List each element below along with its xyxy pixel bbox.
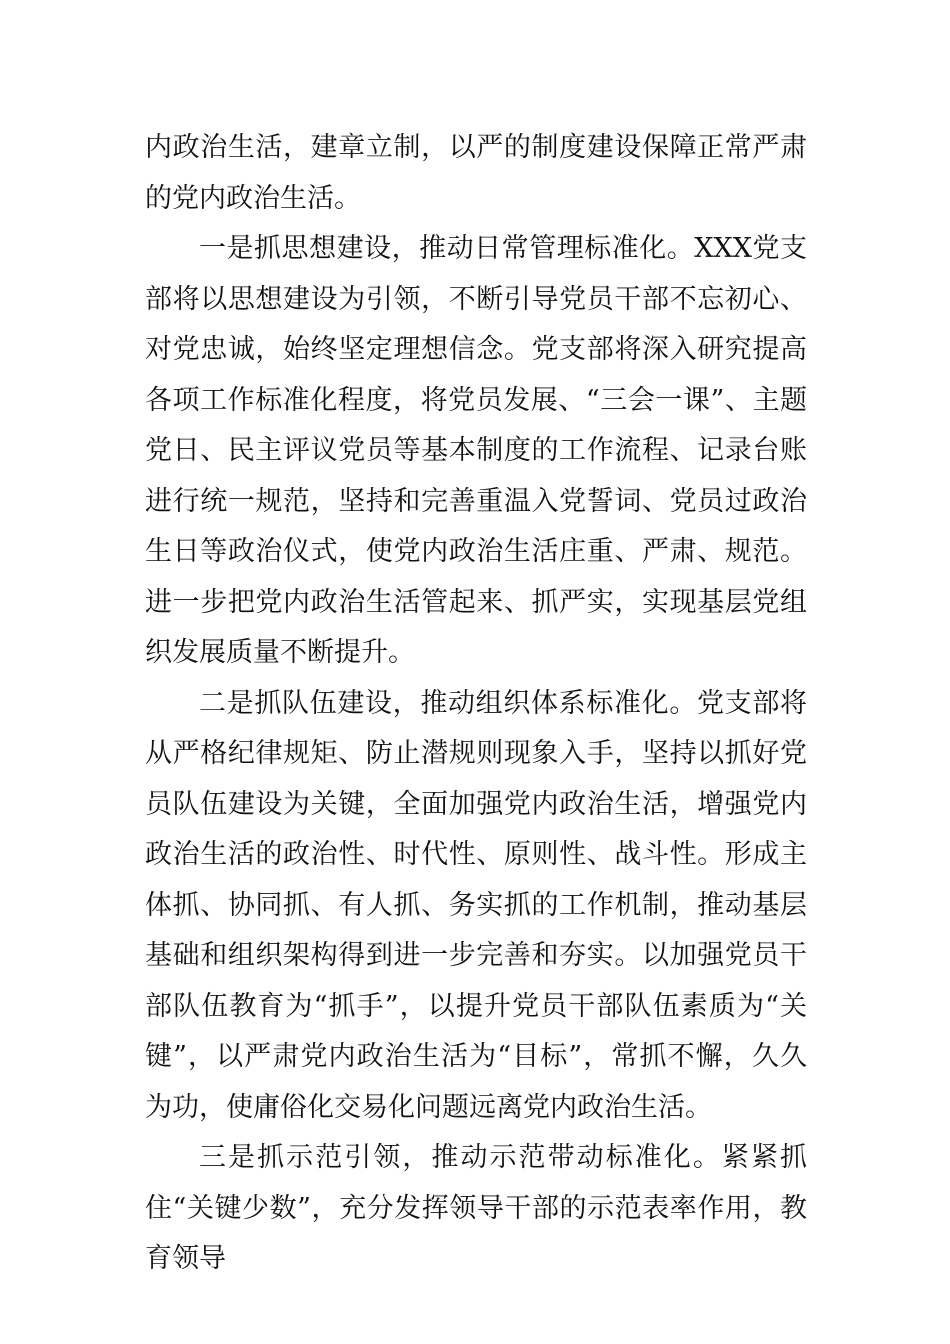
paragraph-ideological-building: 一是抓思想建设，推动日常管理标准化。XXX党支部将以思想建设为引领，不断引导党员干部不忘初心、对党忠诚，始终坚定理想信念。党支部将深入研究提高各项工作标准化程度，将党员发展、“三会一课”、主题党日、民主评议党员等基本制度的工作流程、记录台账进行统一规范，坚持和完善重温入党誓词、党员过政治生日等政治仪式，使党内政治生活庄重、严肃、规范。进一步把党内政治生活管起来、抓严实，实现基层党组织发展质量不断提升。 xyxy=(145,233,807,668)
paragraph-continuation: 内政治生活，建章立制，以严的制度建设保障正常严肃的党内政治生活。 xyxy=(145,132,807,214)
paragraph-team-building: 二是抓队伍建设，推动组织体系标准化。党支部将从严格纪律规矩、防止潜规则现象入手，坚持以抓好党员队伍建设为关键，全面加强党内政治生活，增强党内政治生活的政治性、时代性、原则性、战斗性。形成主体抓、协同抓、有人抓、务实抓的工作机制，推动基层基础和组织架构得到进一步完善和夯实。以加强党员干部队伍教育为“抓手”，以提升党员干部队伍素质为“关键”，以严肃党内政治生活为“目标”，常抓不懈，久久为功，使庸俗化交易化问题远离党内政治生活。 xyxy=(145,687,807,1123)
paragraph-demonstration-leading: 三是抓示范引领，推动示范带动标准化。紧紧抓住“关键少数”，充分发挥领导干部的示范表率作用，教育领导 xyxy=(145,1142,807,1274)
document-body xyxy=(145,123,807,1285)
